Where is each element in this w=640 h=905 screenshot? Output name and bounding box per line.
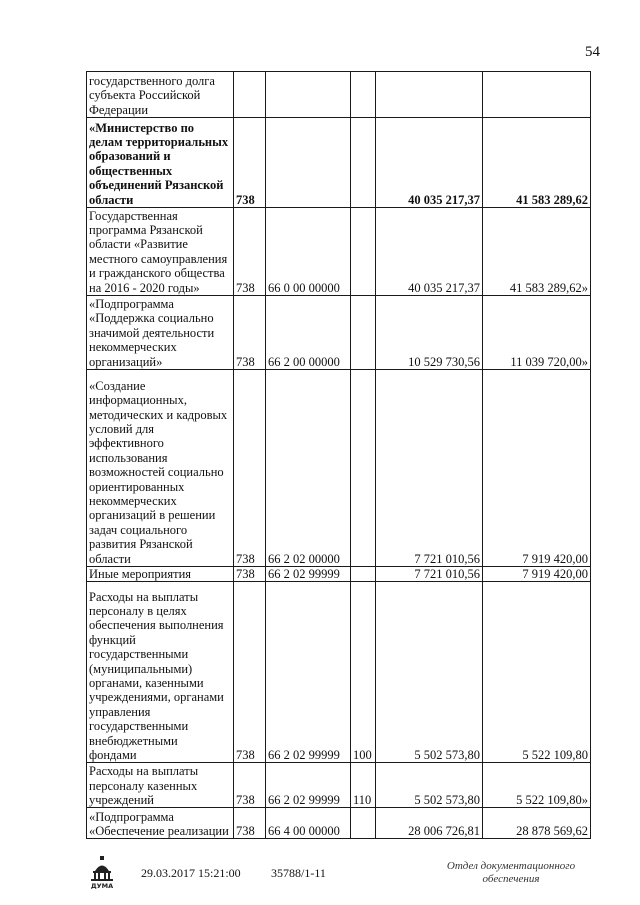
row-amount-2019 <box>376 72 483 118</box>
page-number: 54 <box>585 44 600 60</box>
row-name: Иные мероприятия <box>87 567 234 582</box>
row-amount-2020: 41 583 289,62» <box>483 208 591 296</box>
row-amount-2019: 5 502 573,80 <box>376 582 483 763</box>
row-vr: 100 <box>351 582 376 763</box>
row-csr: 66 4 00 00000 <box>266 808 351 839</box>
row-csr: 66 0 00 00000 <box>266 208 351 296</box>
row-vr <box>351 296 376 370</box>
row-amount-2019: 5 502 573,80 <box>376 763 483 808</box>
row-code: 738 <box>234 370 266 567</box>
row-code: 738 <box>234 296 266 370</box>
row-amount-2019: 10 529 730,56 <box>376 296 483 370</box>
row-vr: 110 <box>351 763 376 808</box>
table-row <box>87 567 591 582</box>
budget-table <box>86 71 591 839</box>
table-row <box>87 763 591 808</box>
footer-timestamp: 29.03.2017 15:21:00 <box>141 866 241 880</box>
duma-logo-icon <box>87 855 117 889</box>
table-row <box>87 370 591 567</box>
row-vr <box>351 118 376 208</box>
row-code: 738 <box>234 208 266 296</box>
row-name: «Создание информационных, методических и кадровых условий для эффективного использования возможностей социально ориентированных некоммерческих организаций в решении задач социального развития Рязанской области <box>87 370 234 567</box>
row-code: 738 <box>234 567 266 582</box>
row-amount-2019: 28 006 726,81 <box>376 808 483 839</box>
row-amount-2020: 7 919 420,00 <box>483 370 591 567</box>
row-amount-2020: 11 039 720,00» <box>483 296 591 370</box>
table-row <box>87 582 591 763</box>
row-vr <box>351 208 376 296</box>
table-row <box>87 208 591 296</box>
row-code: 738 <box>234 808 266 839</box>
row-name: «Подпрограмма «Обеспечение реализации <box>87 808 234 839</box>
row-amount-2020 <box>483 72 591 118</box>
row-amount-2020: 41 583 289,62 <box>483 118 591 208</box>
row-code: 738 <box>234 118 266 208</box>
row-csr: 66 2 02 99999 <box>266 582 351 763</box>
row-name: Расходы на выплаты персоналу казенных учреждений <box>87 763 234 808</box>
row-amount-2019: 40 035 217,37 <box>376 118 483 208</box>
row-amount-2019: 40 035 217,37 <box>376 208 483 296</box>
row-code: 738 <box>234 763 266 808</box>
row-code <box>234 72 266 118</box>
row-csr <box>266 118 351 208</box>
row-amount-2019: 7 721 010,56 <box>376 567 483 582</box>
logo-text: ДУМА <box>90 882 114 889</box>
row-amount-2020: 7 919 420,00 <box>483 567 591 582</box>
row-amount-2020: 28 878 569,62 <box>483 808 591 839</box>
row-vr <box>351 370 376 567</box>
footer-document-number: 35788/1-11 <box>271 866 326 880</box>
row-vr <box>351 72 376 118</box>
table-row <box>87 118 591 208</box>
row-name: государственного долга субъекта Российской Федерации <box>87 72 234 118</box>
table-row <box>87 296 591 370</box>
row-csr <box>266 72 351 118</box>
row-vr <box>351 808 376 839</box>
row-amount-2020: 5 522 109,80 <box>483 582 591 763</box>
row-name: «Министерство по делам территориальных образований и общественных объединений Рязанской области <box>87 118 234 208</box>
row-name: Государственная программа Рязанской области «Развитие местного самоуправления и гражданского общества на 2016 - 2020 годы» <box>87 208 234 296</box>
row-name: «Подпрограмма «Поддержка социально значимой деятельности некоммерческих организаций» <box>87 296 234 370</box>
row-code: 738 <box>234 582 266 763</box>
row-name: Расходы на выплаты персоналу в целях обеспечения выполнения функций государственными (муниципальными) органами, казенными учреждениями, органами управления государственными внебюджетными фондами <box>87 582 234 763</box>
row-amount-2019: 7 721 010,56 <box>376 370 483 567</box>
row-csr: 66 2 02 00000 <box>266 370 351 567</box>
row-vr <box>351 567 376 582</box>
row-csr: 66 2 00 00000 <box>266 296 351 370</box>
footer-department-stamp: Отдел документационного обеспечения <box>446 860 576 885</box>
row-amount-2020: 5 522 109,80» <box>483 763 591 808</box>
table-row <box>87 808 591 839</box>
row-csr: 66 2 02 99999 <box>266 763 351 808</box>
row-csr: 66 2 02 99999 <box>266 567 351 582</box>
table-row <box>87 72 591 118</box>
